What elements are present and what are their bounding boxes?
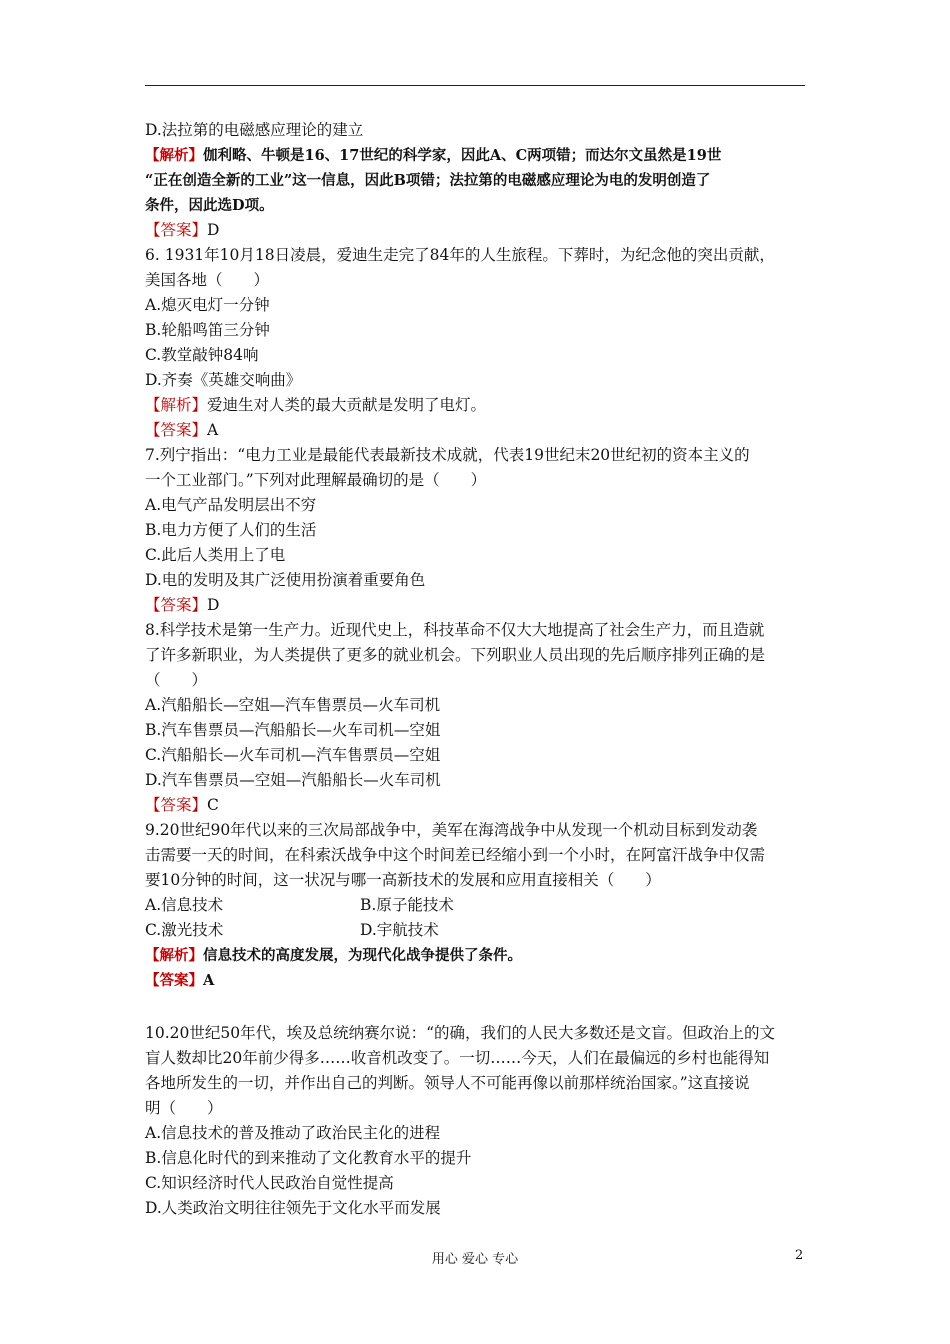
q7-stem-line-1: 7.列宁指出：“电力工业是最能代表最新技术成就，代表19世纪末20世纪初的资本主义的 (145, 446, 750, 464)
q6-analysis: 【解析】爱迪生对人类的最大贡献是发明了电灯。 (145, 396, 487, 414)
q5-analysis-line-2: “正在创造全新的工业”这一信息，因此B项错；法拉第的电磁感应理论为电的发明创造了 (145, 172, 711, 189)
analysis-tag: 【解析】 (145, 147, 203, 164)
q6-option-a: A.熄灭电灯一分钟 (145, 296, 270, 314)
q9-options-row-2 (145, 918, 810, 943)
q6-option-d: D.齐奏《英雄交响曲》 (145, 371, 302, 389)
q8-stem-line-3: （ ） (145, 671, 208, 689)
q6-stem-line-1: 6. 1931年10月18日凌晨，爱迪生走完了84年的人生旅程。下葬时，为纪念他的突出贡献， (145, 246, 775, 264)
q5-option-d: D.法拉第的电磁感应理论的建立 (145, 121, 364, 139)
q9-options-row-1 (145, 893, 810, 918)
q8-stem-line-2: 了许多新职业，为人类提供了更多的就业机会。下列职业人员出现的先后顺序排列正确的是 (145, 646, 766, 664)
q8-answer: 【答案】C (145, 796, 219, 814)
answer-tag: 【答案】 (145, 596, 208, 614)
q9-stem-line-1: 9.20世纪90年代以来的三次局部战争中，美军在海湾战争中从发现一个机动目标到发动袭 (145, 821, 758, 839)
q9-analysis: 【解析】信息技术的高度发展，为现代化战争提供了条件。 (145, 947, 522, 964)
q7-answer: 【答案】D (145, 596, 220, 614)
q10-option-c: C.知识经济时代人民政治自觉性提高 (145, 1174, 394, 1192)
q8-option-b: B.汽车售票员—汽船船长—火车司机—空姐 (145, 721, 441, 739)
q10-stem-line-2: 盲人数却比20年前少得多……收音机改变了。一切……今天，人们在最偏远的乡村也能得知 (145, 1049, 770, 1067)
q6-option-c: C.教堂敲钟84响 (145, 346, 259, 364)
answer-tag: 【答案】 (145, 221, 208, 239)
q7-option-b: B.电力方便了人们的生活 (145, 521, 317, 539)
q9-stem-line-2: 击需要一天的时间，在科索沃战争中这个时间差已经缩小到一个小时，在阿富汗战争中仅需 (145, 846, 766, 864)
q9-option-b: B.原子能技术 (360, 896, 454, 914)
q5-analysis-line-1: 【解析】伽利略、牛顿是16、17世纪的科学家，因此A、C两项错；而达尔文虽然是19世 (145, 147, 722, 164)
page-footer: 用心 爱心 专心 (431, 1252, 519, 1267)
q9-stem-line-3: 要10分钟的时间，这一状况与哪一高新技术的发展和应用直接相关（ ） (145, 871, 661, 889)
page-number: 2 (795, 1248, 804, 1263)
q8-option-d: D.汽车售票员—空姐—汽船船长—火车司机 (145, 771, 441, 789)
q10-option-b: B.信息化时代的到来推动了文化教育水平的提升 (145, 1149, 472, 1167)
q10-option-d: D.人类政治文明往往领先于文化水平而发展 (145, 1199, 441, 1217)
q10-stem-line-4: 明（ ） (145, 1099, 223, 1117)
q10-stem-line-3: 各地所发生的一切，并作出自己的判断。领导人不可能再像以前那样统治国家。”这直接说 (145, 1074, 750, 1092)
analysis-tag: 【解析】 (145, 396, 208, 414)
answer-tag: 【答案】 (145, 972, 203, 989)
q9-option-c: C.激光技术 (145, 921, 224, 939)
q7-option-d: D.电的发明及其广泛使用扮演着重要角色 (145, 571, 426, 589)
header-rule (145, 85, 805, 86)
q6-option-b: B.轮船鸣笛三分钟 (145, 321, 270, 339)
analysis-tag: 【解析】 (145, 947, 203, 964)
q5-analysis-line-3: 条件，因此选D项。 (145, 197, 274, 214)
q7-option-a: A.电气产品发明层出不穷 (145, 496, 317, 514)
q10-option-a: A.信息技术的普及推动了政治民主化的进程 (145, 1124, 441, 1142)
q6-answer: 【答案】A (145, 421, 219, 439)
answer-tag: 【答案】 (145, 421, 208, 439)
q8-option-a: A.汽船船长—空姐—汽车售票员—火车司机 (145, 696, 441, 714)
answer-tag: 【答案】 (145, 796, 208, 814)
q9-option-d: D.宇航技术 (360, 921, 439, 939)
q9-option-a: A.信息技术 (145, 896, 224, 914)
q8-stem-line-1: 8.科学技术是第一生产力。近现代史上，科技革命不仅大大地提高了社会生产力，而且造就 (145, 621, 765, 639)
page-content (145, 118, 810, 1221)
q7-option-c: C.此后人类用上了电 (145, 546, 286, 564)
question-gap (145, 993, 810, 1021)
q8-option-c: C.汽船船长—火车司机—汽车售票员—空姐 (145, 746, 441, 764)
q10-stem-line-1: 10.20世纪50年代，埃及总统纳赛尔说：“的确，我们的人民大多数还是文盲。但政治上的文 (145, 1024, 776, 1042)
q6-stem-line-2: 美国各地（ ） (145, 271, 270, 289)
q7-stem-line-2: 一个工业部门。”下列对此理解最确切的是（ ） (145, 471, 487, 489)
q9-answer: 【答案】A (145, 972, 215, 989)
q5-answer: 【答案】D (145, 221, 220, 239)
